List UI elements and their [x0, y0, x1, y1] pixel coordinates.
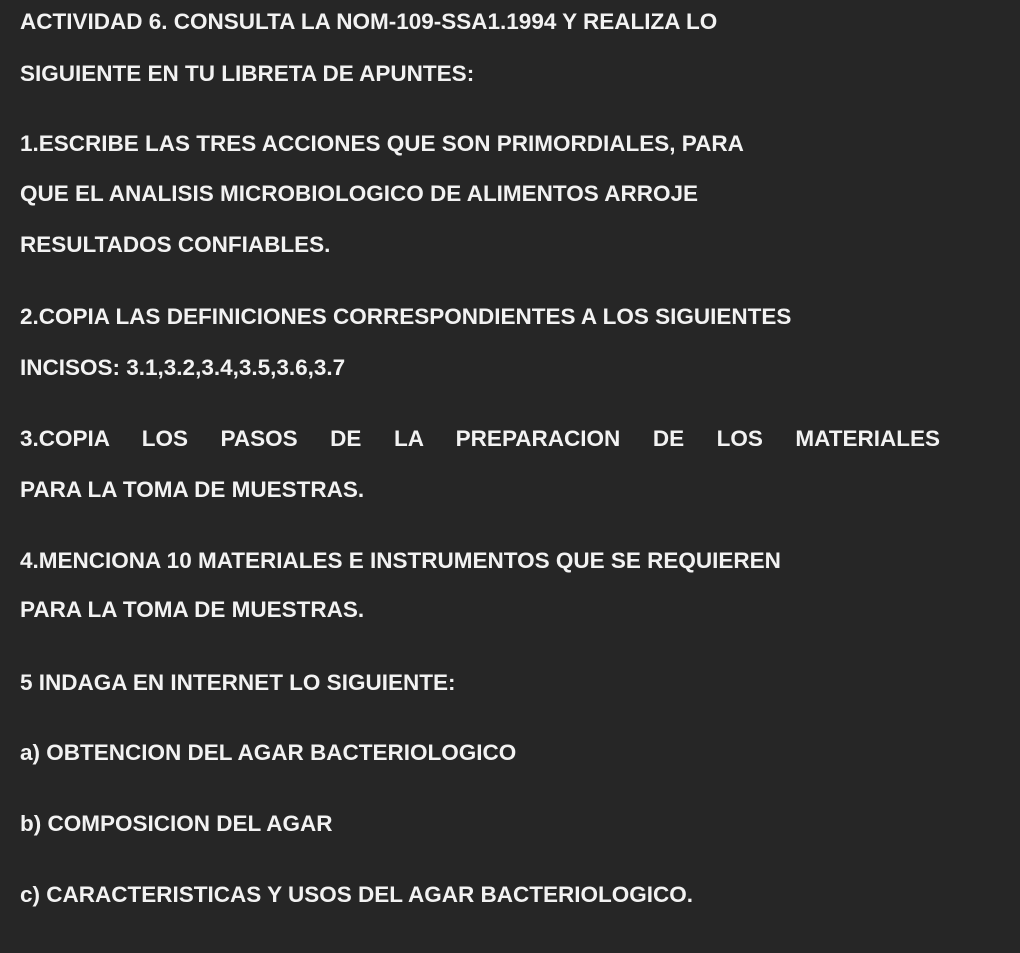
- subitem-c: c) CARACTERISTICAS Y USOS DEL AGAR BACTERIOLOGICO.: [20, 882, 693, 907]
- item-1-line-1: 1.ESCRIBE LAS TRES ACCIONES QUE SON PRIMORDIALES, PARA: [20, 131, 744, 156]
- subitem-a: a) OBTENCION DEL AGAR BACTERIOLOGICO: [20, 740, 517, 765]
- item-3-line-2: PARA LA TOMA DE MUESTRAS.: [20, 477, 365, 502]
- activity-title-line-2: SIGUIENTE EN TU LIBRETA DE APUNTES:: [20, 61, 475, 86]
- item-1-line-2: QUE EL ANALISIS MICROBIOLOGICO DE ALIMENTOS ARROJE: [20, 181, 698, 206]
- subitem-b: b) COMPOSICION DEL AGAR: [20, 811, 333, 836]
- item-4-line-1: 4.MENCIONA 10 MATERIALES E INSTRUMENTOS QUE SE REQUIEREN: [20, 548, 781, 573]
- item-5-line-1: 5 INDAGA EN INTERNET LO SIGUIENTE:: [20, 670, 456, 695]
- item-1-line-3: RESULTADOS CONFIABLES.: [20, 232, 331, 257]
- item-2-line-1: 2.COPIA LAS DEFINICIONES CORRESPONDIENTES A LOS SIGUIENTES: [20, 304, 792, 329]
- item-3-line-1: 3.COPIA LOS PASOS DE LA PREPARACION DE LOS MATERIALES: [20, 426, 940, 451]
- item-2-line-2: INCISOS: 3.1,3.2,3.4,3.5,3.6,3.7: [20, 355, 346, 380]
- activity-title-line-1: ACTIVIDAD 6. CONSULTA LA NOM-109-SSA1.1994 Y REALIZA LO: [20, 9, 718, 34]
- item-4-line-2: PARA LA TOMA DE MUESTRAS.: [20, 597, 365, 622]
